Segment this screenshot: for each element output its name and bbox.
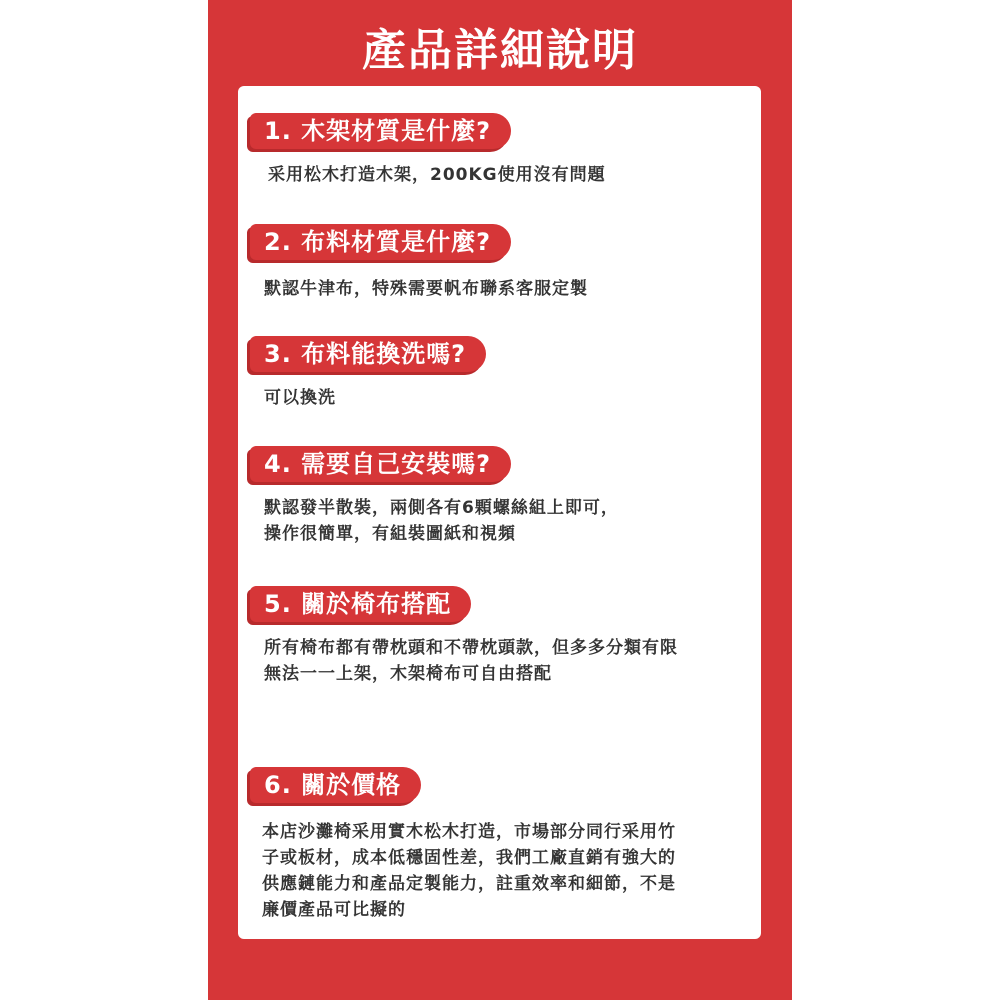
faq-answer-2-line-1: 默認牛津布，特殊需要帆布聯系客服定製: [264, 279, 588, 299]
faq-answer-5: [264, 635, 678, 687]
faq-answer-1: [268, 162, 606, 188]
faq-question-1: 1. 木架材質是什麼?: [250, 113, 511, 149]
faq-answer-6-line-2: 子或板材，成本低穩固性差，我們工廠直銷有強大的: [262, 848, 676, 868]
faq-question-6: 6. 關於價格: [250, 767, 421, 803]
faq-answer-3: [264, 385, 336, 411]
faq-answer-6-line-3: 供應鏈能力和產品定製能力，註重效率和細節，不是: [262, 874, 676, 894]
faq-answer-6: [262, 819, 676, 923]
faq-answer-4-line-2: 操作很簡單，有組裝圖紙和視頻: [264, 524, 516, 544]
faq-question-4: 4. 需要自己安裝嗎?: [250, 446, 511, 482]
faq-answer-4-line-1: 默認發半散裝，兩側各有6顆螺絲組上即可，: [264, 498, 619, 518]
faq-answer-2: [264, 276, 588, 302]
faq-answer-3-line-1: 可以換洗: [264, 388, 336, 408]
faq-answer-6-line-4: 廉價產品可比擬的: [262, 900, 406, 920]
faq-answer-5-line-1: 所有椅布都有帶枕頭和不帶枕頭款，但多多分類有限: [264, 638, 678, 658]
page-title: 產品詳細說明: [362, 25, 638, 76]
faq-question-3: 3. 布料能換洗嗎?: [250, 336, 486, 372]
faq-answer-4: [264, 495, 619, 547]
faq-question-5: 5. 關於椅布搭配: [250, 586, 471, 622]
faq-answer-1-line-1: 采用松木打造木架，200KG使用沒有問題: [268, 165, 606, 185]
faq-answer-5-line-2: 無法一一上架，木架椅布可自由搭配: [264, 664, 552, 684]
faq-answer-6-line-1: 本店沙灘椅采用實木松木打造，市場部分同行采用竹: [262, 822, 676, 842]
faq-question-2: 2. 布料材質是什麼?: [250, 224, 511, 260]
